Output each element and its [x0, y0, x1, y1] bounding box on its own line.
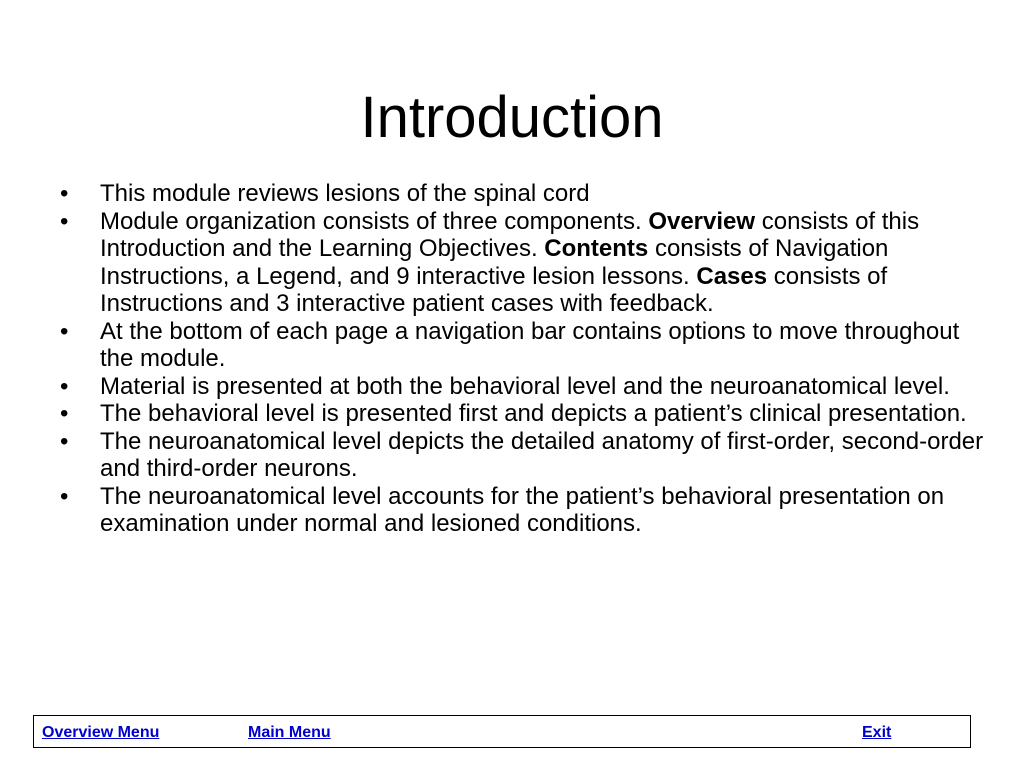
bullet-icon: • — [60, 207, 69, 235]
bullet-text: consists of Navigation Instructions, a Legend, and 9 interactive lesion lessons. — [100, 235, 889, 290]
overview-menu-link[interactable]: Overview Menu — [42, 724, 160, 741]
bullet-item — [60, 373, 990, 401]
bullet-text: This module reviews lesions of the spinal cord — [100, 180, 590, 207]
bullet-text: Module organization consists of three components. — [100, 207, 649, 235]
bullet-icon: • — [60, 317, 69, 345]
bullet-item — [60, 318, 990, 373]
bullet-item — [60, 180, 990, 208]
bullet-text: The behavioral level is presented first and depicts a patient’s clinical presentation. — [100, 400, 967, 427]
bullet-icon: • — [60, 372, 69, 400]
bullet-item — [60, 483, 990, 538]
bullet-bold-text: Cases — [696, 262, 768, 290]
bullet-item — [60, 400, 990, 428]
bullet-text: At the bottom of each page a navigation bar contains options to move throughout the module. — [100, 317, 960, 372]
bullet-bold-text: Overview — [648, 207, 756, 235]
bullet-icon: • — [60, 482, 69, 510]
page-title: Introduction — [360, 85, 664, 150]
navigation-bar — [33, 715, 971, 748]
bullet-text: The neuroanatomical level depicts the detailed anatomy of first-order, second-order and third-order neurons. — [100, 427, 984, 482]
bullet-text: consists of this Introduction and the Learning Objectives. — [100, 207, 920, 262]
exit-link[interactable]: Exit — [862, 724, 892, 741]
bullet-list — [60, 180, 990, 538]
bullet-item — [60, 428, 990, 483]
bullet-icon: • — [60, 180, 69, 207]
bullet-text: consists of Instructions and 3 interactive patient cases with feedback. — [100, 262, 888, 317]
bullet-text: The neuroanatomical level accounts for the patient’s behavioral presentation on examination under normal and lesioned conditions. — [100, 482, 945, 537]
bullet-item — [60, 208, 990, 318]
bullet-bold-text: Contents — [544, 235, 649, 262]
bullet-text: Material is presented at both the behavioral level and the neuroanatomical level. — [100, 372, 950, 400]
main-menu-link[interactable]: Main Menu — [248, 724, 331, 741]
bullet-icon: • — [60, 400, 69, 427]
bullet-icon: • — [60, 427, 69, 455]
